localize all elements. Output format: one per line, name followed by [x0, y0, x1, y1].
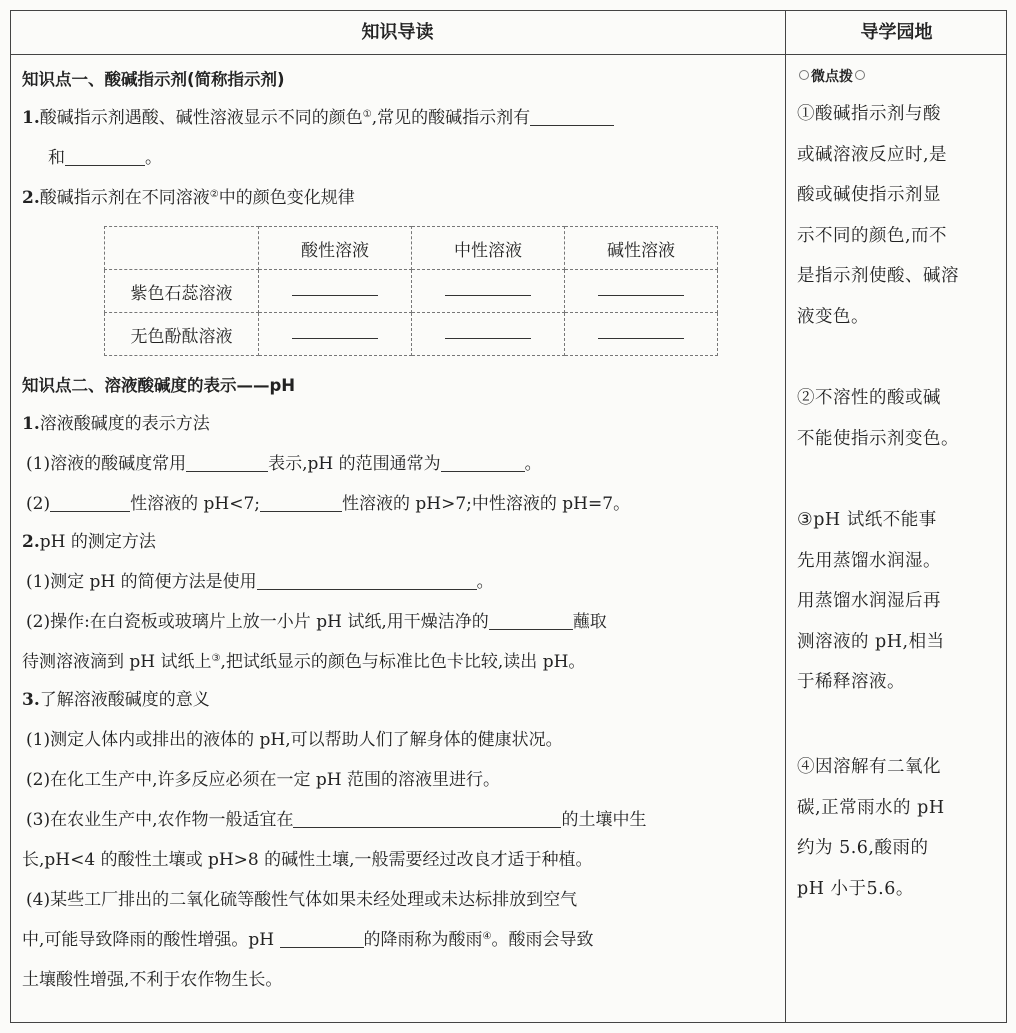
right-column-title: 导学园地 [860, 22, 933, 43]
note-line: ①酸碱指示剂与酸 [797, 104, 941, 124]
note-line: 约为 5.6,酸雨的 [797, 838, 929, 858]
p3-1-line: (1)测定人体内或排出的液体的 pH,可以帮助人们了解身体的健康状况。 [26, 730, 563, 750]
note-1 [797, 94, 1001, 337]
note-line: ④因溶解有二氧化 [797, 757, 941, 777]
indicator-color-table [104, 226, 718, 356]
p1-2-text-c: 性溶液的 pH>7;中性溶液的 pH=7。 [342, 494, 631, 514]
table-cell [259, 270, 412, 313]
item1-line2 [48, 146, 162, 170]
note-line: 不能使指示剂变色。 [797, 428, 959, 449]
p3-title-line [22, 688, 210, 712]
note-line: 用蒸馏水润湿后再 [797, 591, 941, 611]
bullet-icon [799, 70, 809, 80]
p1-title-line [22, 412, 210, 436]
p2-2-line2 [22, 650, 585, 674]
p2-title-line [22, 530, 156, 554]
row-label-phenolphthalein: 无色酚酞溶液 [105, 313, 259, 356]
note-line: 测溶液的 pH,相当 [797, 631, 945, 652]
blank-acid-rain-ph[interactable] [280, 929, 364, 948]
p2-1-line [26, 570, 494, 594]
item1-end: 。 [145, 148, 162, 168]
p1-title: 溶液酸碱度的表示方法 [39, 414, 210, 434]
p3-4-text-d: 。酸雨会导致 [491, 930, 594, 950]
item1-line1 [22, 106, 614, 130]
table-cell [565, 270, 718, 313]
row-label-litmus: 紫色石蕊溶液 [105, 270, 259, 313]
table-header-row [105, 227, 718, 270]
p3-2-line: (2)在化工生产中,许多反应必须在一定 pH 范围的溶液里进行。 [26, 770, 500, 790]
p2-2-text-a: (2)操作:在白瓷板或玻璃片上放一小片 pH 试纸,用干燥洁净的 [26, 612, 489, 632]
p3-4-line3: 土壤酸性增强,不利于农作物生长。 [22, 970, 283, 990]
blank-litmus-acidic[interactable] [292, 281, 378, 296]
section1-title: 知识点一、酸碱指示剂(简称指示剂) [22, 70, 285, 89]
p3-3-text-b: 的土壤中生 [561, 810, 647, 830]
table-cell [565, 313, 718, 356]
item1-text: 酸碱指示剂遇酸、碱性溶液显示不同的颜色 [39, 108, 363, 128]
p3-title: 了解溶液酸碱度的意义 [39, 690, 210, 710]
table-header-acidic: 酸性溶液 [259, 227, 412, 270]
table-row [105, 313, 718, 356]
p1-1-text-b: 表示,pH 的范围通常为 [268, 454, 441, 474]
note-line: ③pH 试纸不能事 [797, 510, 937, 530]
section2-title: 知识点二、溶液酸碱度的表示——pH [22, 376, 296, 395]
note-line: 或碱溶液反应时,是 [797, 144, 948, 165]
footnote-ref-1: ① [362, 109, 372, 120]
p3-4-line2 [22, 928, 593, 952]
p3-4-line1: (4)某些工厂排出的二氧化硫等酸性气体如果未经处理或未达标排放到空气 [26, 890, 578, 910]
note-line: pH 小于5.6。 [797, 878, 914, 899]
p1-2-text-b: 性溶液的 pH<7; [130, 494, 260, 514]
p2-title: pH 的测定方法 [39, 532, 156, 552]
note-line: 碳,正常雨水的 pH [797, 797, 945, 818]
note-3 [797, 500, 1001, 703]
p1-number: 1. [22, 414, 40, 434]
note-line: ②不溶性的酸或碱 [797, 388, 941, 408]
table-cell [259, 313, 412, 356]
p1-1-text-c: 。 [524, 454, 542, 474]
footnote-ref-4: ④ [482, 931, 492, 942]
blank-litmus-neutral[interactable] [445, 281, 531, 296]
footnote-ref-3: ③ [211, 653, 221, 664]
p2-2-line1 [26, 610, 607, 634]
blank-ph-measure[interactable] [186, 453, 268, 472]
bullet-icon [855, 70, 865, 80]
blank-phenol-neutral[interactable] [445, 324, 531, 339]
blank-basic[interactable] [260, 493, 342, 512]
footnote-ref-2: ② [209, 189, 219, 200]
p2-number: 2. [22, 532, 40, 552]
left-column-title: 知识导读 [361, 22, 434, 43]
item1-and: 和 [48, 148, 65, 168]
p1-2-line [26, 492, 630, 516]
p2-1-text-a: (1)测定 pH 的简便方法是使用 [26, 572, 257, 592]
note-line: 液变色。 [797, 306, 869, 327]
blank-phenol-acidic[interactable] [292, 324, 378, 339]
tip-tag [797, 66, 867, 86]
note-line: 酸或碱使指示剂显 [797, 185, 941, 205]
item1-number: 1. [22, 108, 40, 128]
tip-tag-label: 微点拨 [811, 69, 853, 85]
p3-4-text-b: 中,可能导致降雨的酸性增强。pH [22, 930, 280, 950]
table-corner-cell [105, 227, 259, 270]
blank-litmus-basic[interactable] [598, 281, 684, 296]
p3-4-text-c: 的降雨称为酸雨 [363, 930, 483, 950]
table-cell [412, 313, 565, 356]
table-cell [412, 270, 565, 313]
blank-phenol-basic[interactable] [598, 324, 684, 339]
p2-2-text-b: 蘸取 [572, 612, 607, 632]
table-header-neutral: 中性溶液 [412, 227, 565, 270]
blank-indicator-2[interactable] [65, 147, 145, 166]
item2-text2: 中的颜色变化规律 [218, 188, 355, 208]
p1-1-text-a: (1)溶液的酸碱度常用 [26, 454, 187, 474]
note-line: 示不同的颜色,而不 [797, 225, 948, 246]
table-row [105, 270, 718, 313]
p2-2-text-d: ,把试纸显示的颜色与标准比色卡比较,读出 pH。 [220, 652, 586, 672]
note-4 [797, 747, 1001, 909]
p3-3-text-a: (3)在农业生产中,农作物一般适宜在 [26, 810, 294, 830]
p1-2-text-a: (2) [26, 494, 51, 514]
note-2 [797, 378, 1001, 459]
item2-text: 酸碱指示剂在不同溶液 [39, 188, 210, 208]
header-divider [10, 54, 1007, 55]
table-header-basic: 碱性溶液 [565, 227, 718, 270]
item2-number: 2. [22, 188, 40, 208]
column-divider [785, 10, 786, 1023]
item2-line [22, 186, 355, 210]
p2-2-text-c: 待测溶液滴到 pH 试纸上 [22, 652, 212, 672]
p2-1-text-b: 。 [476, 572, 494, 592]
note-line: 于稀释溶液。 [797, 672, 905, 692]
note-line: 是指示剂使酸、碱溶 [797, 266, 959, 286]
p3-3-line2: 长,pH<4 的酸性土壤或 pH>8 的碱性土壤,一般需要经过改良才适于种植。 [22, 850, 593, 870]
p3-3-line1 [26, 808, 646, 832]
note-line: 先用蒸馏水润湿。 [797, 550, 941, 571]
p3-number: 3. [22, 690, 40, 710]
blank-ph-range[interactable] [441, 453, 525, 472]
blank-indicator-1[interactable] [530, 107, 614, 126]
blank-acidic[interactable] [50, 493, 130, 512]
item1-text2: ,常见的酸碱指示剂有 [371, 108, 531, 128]
p1-1-line [26, 452, 542, 476]
blank-soil-ph[interactable] [293, 809, 561, 828]
blank-tool[interactable] [489, 611, 573, 630]
blank-ph-method[interactable] [257, 571, 477, 590]
